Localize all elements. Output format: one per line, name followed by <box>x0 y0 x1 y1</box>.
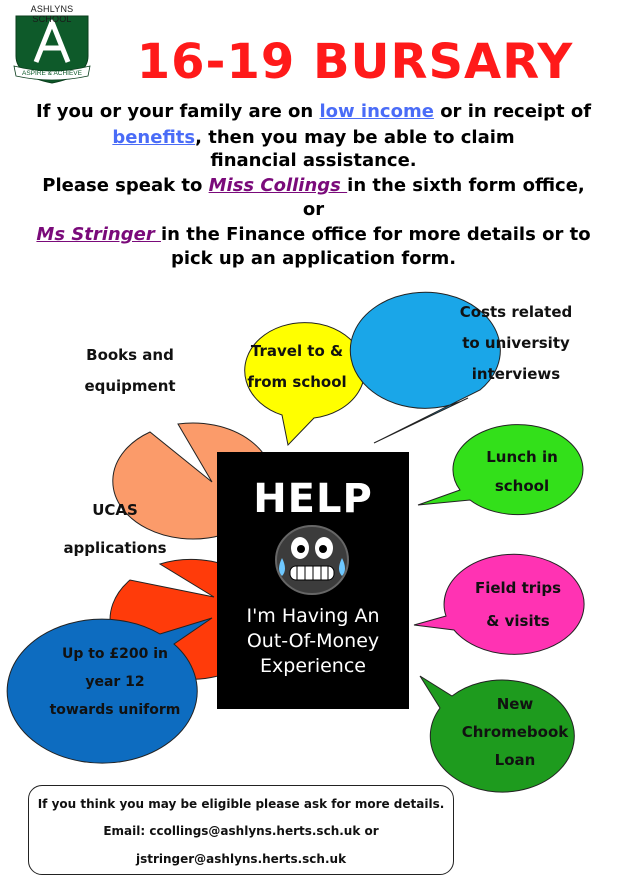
footer-email-1[interactable]: Email: ccollings@ashlyns.herts.sch.uk or <box>103 824 379 838</box>
intro-line-1: If you or your family are on low income or in receipt of <box>35 101 592 122</box>
ms-stringer-link[interactable]: Ms Stringer <box>36 224 161 245</box>
intro-line-4: Please speak to Miss Collings in the sixth form office, <box>42 175 585 196</box>
footer-eligibility-text: If you think you may be eligible please ask for more details. <box>37 797 445 811</box>
footer-email-2[interactable]: jstringer@ashlyns.herts.sch.uk <box>135 852 347 866</box>
page-title: 16-19 BURSARY <box>136 34 574 90</box>
bubble-uniform: Up to £200 in year 12 towards uniform <box>49 646 181 718</box>
intro-line-7: pick up an application form. <box>170 248 457 269</box>
school-name: ASHLYNS SCHOOL <box>30 4 74 24</box>
bubble-fieldtrips: Field trips & visits <box>474 579 562 630</box>
bubble-ucas: UCAS applications <box>63 501 167 557</box>
help-subtitle: I'm Having An Out-Of-Money Experience <box>246 605 380 677</box>
miss-collings-link[interactable]: Miss Collings <box>208 175 348 196</box>
bubble-lunch: Lunch in school <box>486 448 558 495</box>
bubble-chromebook: New Chromebook Loan <box>461 695 569 769</box>
help-heading: HELP <box>253 476 373 522</box>
intro-line-5: or <box>302 199 325 220</box>
intro-line-2: benefits, then you may be able to claim <box>112 127 515 148</box>
intro-line-6: Ms Stringer in the Finance office for more details or to <box>36 224 591 245</box>
bubble-university: Costs related to university interviews <box>459 303 573 383</box>
school-motto: ASPIRE & ACHIEVE <box>22 70 82 77</box>
worried-face-icon <box>262 520 362 598</box>
benefits-link[interactable]: benefits <box>112 127 196 148</box>
bubble-travel: Travel to & from school <box>247 342 347 391</box>
intro-line-3: financial assistance. <box>210 150 417 171</box>
bubble-books: Books and equipment <box>84 346 176 395</box>
low-income-link[interactable]: low income <box>319 101 434 122</box>
